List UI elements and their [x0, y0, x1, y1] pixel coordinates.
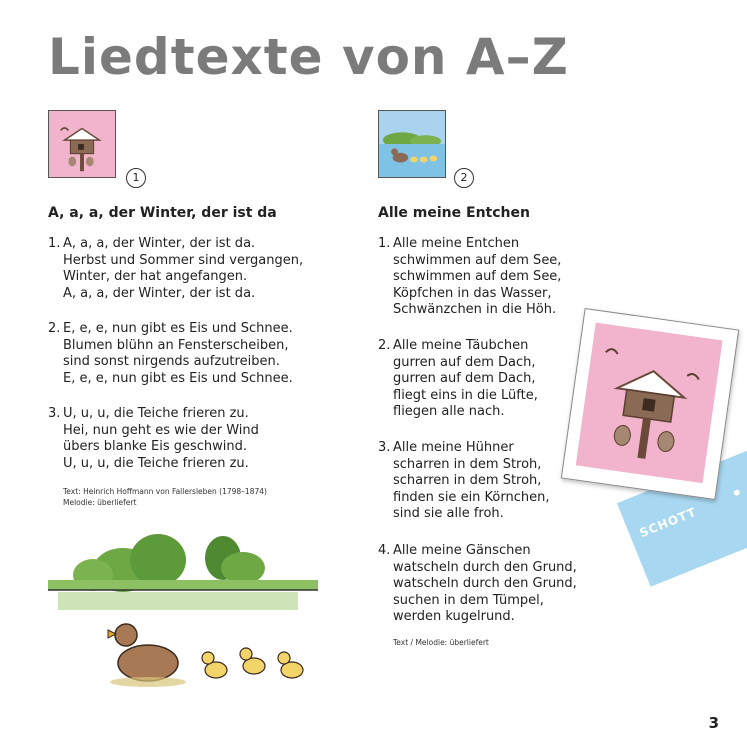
ducks-icon	[379, 111, 445, 177]
verse	[378, 236, 561, 319]
verse-line: übers blanke Eis geschwind.	[63, 439, 248, 454]
verse-line: sind sie alle froh.	[393, 506, 504, 521]
verse-number: 3.	[48, 406, 61, 421]
page-number: 3	[708, 714, 719, 732]
verse-line: Blumen blühn an Fensterscheiben,	[63, 337, 289, 353]
verse-line: Hei, nun geht es wie der Wind	[63, 422, 259, 438]
song-credit	[63, 486, 267, 508]
verse-number: 1.	[48, 236, 61, 251]
verse-number: 1.	[378, 236, 391, 251]
verse-line: suchen in dem Tümpel,	[393, 592, 544, 608]
verse-line: A, a, a, der Winter, der ist da.	[63, 285, 256, 301]
verse-line: schwimmen auf dem See,	[393, 252, 562, 268]
verse-line: Köpfchen in das Wasser,	[393, 285, 552, 301]
verse-line: Alle meine Hühner	[393, 440, 514, 455]
song-title: A, a, a, der Winter, der ist da	[48, 205, 277, 221]
verse-line: Alle meine Gänschen	[393, 543, 531, 558]
verse-number: 3.	[378, 440, 391, 455]
verse-line: Alle meine Entchen	[393, 236, 520, 251]
verse	[48, 236, 303, 302]
verse-line: watscheln durch den Grund,	[393, 559, 577, 575]
song-title: Alle meine Entchen	[378, 205, 530, 221]
verse-line: gurren auf dem Dach,	[393, 371, 536, 386]
verse-line: werden kugelrund.	[393, 609, 515, 624]
verse-number: 2.	[48, 321, 61, 336]
song-number-badge: 2	[454, 168, 474, 188]
verse-line: E, e, e, nun gibt es Eis und Schnee.	[63, 321, 293, 336]
duckling	[278, 652, 303, 678]
credit-melody: Melodie: überliefert	[63, 498, 137, 507]
verse-line: A, a, a, der Winter, der ist da.	[63, 236, 256, 251]
pond-ducks-illustration	[48, 530, 338, 720]
birdhouse-card	[561, 308, 739, 500]
verse-line: schwimmen auf dem See,	[393, 269, 562, 284]
verse	[378, 440, 550, 523]
birdhouse-icon	[576, 323, 723, 483]
verse	[378, 338, 538, 421]
verse-line: Winter, der hat angefangen.	[63, 269, 248, 284]
tape-brand-text: SCHOTT	[637, 504, 699, 541]
duckling	[240, 648, 265, 674]
verse-line: U, u, u, die Teiche frieren zu.	[63, 406, 249, 421]
page-title: Liedtexte von A–Z	[48, 28, 569, 86]
lake-ducks-thumbnail	[378, 110, 446, 178]
birdhouse-thumbnail	[48, 110, 116, 178]
duckling	[202, 652, 227, 678]
verse-line: U, u, u, die Teiche frieren zu.	[63, 455, 249, 471]
verse-line: sind sonst nirgends aufzutreiben.	[63, 354, 280, 369]
song-number-badge: 1	[126, 168, 146, 188]
verse	[48, 406, 259, 472]
verse-line: watscheln durch den Grund,	[393, 576, 577, 591]
verse-line: Schwänzchen in die Höh.	[393, 302, 557, 317]
verse-line: fliegen alle nach.	[393, 404, 505, 419]
verse-line: scharren in dem Stroh,	[393, 456, 542, 472]
verse	[48, 321, 293, 387]
verse-line: Alle meine Täubchen	[393, 338, 529, 353]
verse-line: E, e, e, nun gibt es Eis und Schnee.	[63, 370, 293, 386]
verse-line: gurren auf dem Dach,	[393, 354, 536, 370]
song-credit: Text / Melodie: überliefert	[393, 638, 489, 647]
verse-number: 2.	[378, 338, 391, 353]
birdhouse-icon	[49, 111, 115, 177]
verse-number: 4.	[378, 543, 391, 558]
mother-duck	[108, 624, 186, 687]
verse-line: finden sie ein Körnchen,	[393, 489, 550, 505]
verse-line: Herbst und Sommer sind vergangen,	[63, 252, 304, 268]
verse-line: fliegt eins in die Lüfte,	[393, 387, 538, 403]
verse-line: scharren in dem Stroh,	[393, 473, 542, 488]
verse	[378, 543, 577, 626]
credit-text: Text: Heinrich Hoffmann von Fallersleben (1798–1874)	[63, 487, 267, 496]
